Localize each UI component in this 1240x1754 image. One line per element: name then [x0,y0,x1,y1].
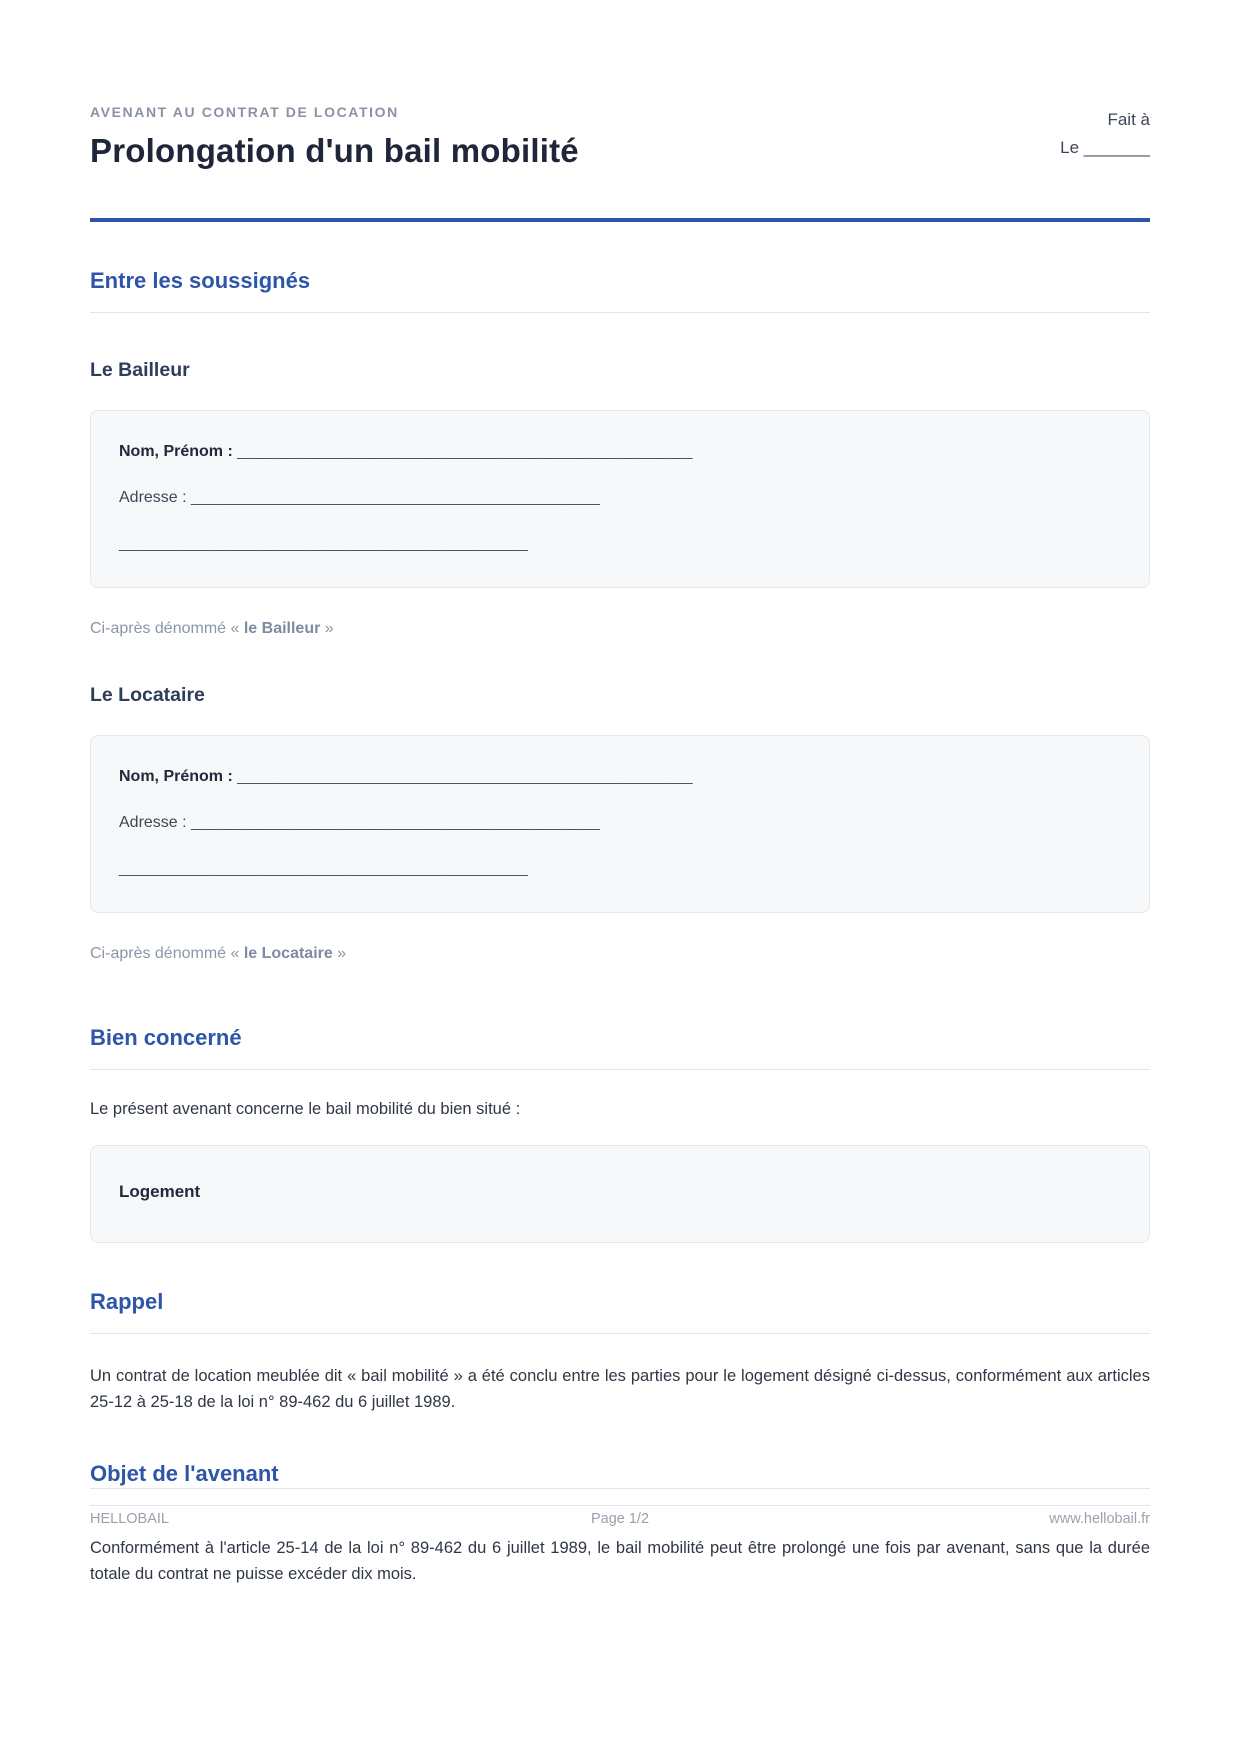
bailleur-adresse-continuation [119,535,1121,553]
locataire-note-prefix: Ci-après dénommé « [90,945,244,962]
bailleur-nom-blank-line: _________________________________________________ [237,443,693,460]
bailleur-adresse-field [119,489,1121,507]
bailleur-note-suffix: » [320,620,334,637]
fait-a-label: Fait à [1107,110,1150,129]
page-footer [90,1488,1150,1527]
locataire-adresse-field [119,814,1121,832]
bailleur-adresse-blank-line: ____________________________________________ [191,489,601,506]
locataire-adresse-blank-line: ____________________________________________ [191,814,601,831]
document-kicker: AVENANT AU CONTRAT DE LOCATION [90,104,399,120]
document-header [90,104,1150,170]
date-place-block [1060,104,1150,162]
locataire-nom-blank-line: _________________________________________________ [237,768,693,785]
header-left [90,104,579,170]
date-blank-line: Le _______ [1060,138,1150,158]
document-title: Prolongation d'un bail mobilité [90,132,579,169]
locataire-note-suffix: » [332,945,347,962]
header-divider-rule [90,218,1150,222]
locataire-adresse-blank-line-2: ____________________________________________ [119,860,529,877]
bailleur-adresse-label: Adresse : [119,489,187,506]
bailleur-designation-note [90,620,1150,638]
bien-intro-text: Le présent avenant concerne le bail mobilité du bien situé : [90,1100,521,1118]
section-heading-bien-concerne: Bien concerné [90,1025,1150,1070]
footer-brand: HELLOBAIL [90,1511,169,1527]
locataire-nom-field [119,768,1121,786]
bailleur-note-term: le Bailleur [243,620,321,637]
bailleur-adresse-blank-line-2: ____________________________________________ [119,535,529,552]
objet-paragraph: Conformément à l'article 25-14 de la loi n° 89-462 du 6 juillet 1989, le bail mobilité peut être prolongé une fois par avenant, sans que la durée totale du contrat ne puisse excéder dix mois. [90,1539,1150,1583]
bailleur-note-prefix: Ci-après dénommé « [90,620,244,637]
subsection-heading-locataire: Le Locataire [90,684,205,706]
section-heading-soussignes: Entre les soussignés [90,268,1150,313]
section-heading-rappel: Rappel [90,1289,1150,1334]
locataire-nom-label: Nom, Prénom : [119,768,233,785]
footer-website: www.hellobail.fr [1049,1511,1150,1527]
logement-box [90,1145,1150,1243]
locataire-adresse-label: Adresse : [119,814,187,831]
bailleur-info-box [90,410,1150,588]
locataire-designation-note [90,945,1150,963]
bailleur-nom-field [119,443,1121,461]
footer-page-number: Page 1/2 [590,1511,650,1527]
section-heading-objet: Objet de l'avenant [90,1461,1150,1506]
locataire-note-term: le Locataire [243,945,333,962]
logement-box-title: Logement [119,1182,201,1201]
bailleur-nom-label: Nom, Prénom : [119,443,233,460]
rappel-paragraph: Un contrat de location meublée dit « bail mobilité » a été conclu entre les parties pour le logement désigné ci-dessus, conformément aux articles 25-12 à 25-18 de la loi n° 89-462 du 6 juillet 1989. [90,1367,1150,1411]
locataire-info-box [90,735,1150,913]
locataire-adresse-continuation [119,860,1121,878]
subsection-heading-bailleur: Le Bailleur [90,359,190,381]
